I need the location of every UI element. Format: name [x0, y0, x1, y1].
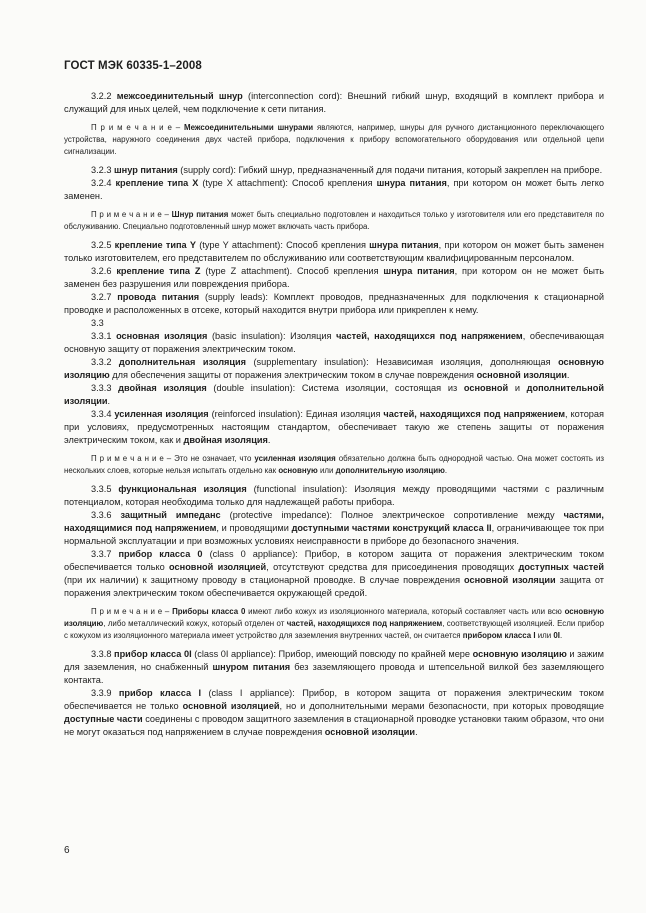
clause-paragraph: 3.3.7 прибор класса 0 (class 0 appliance): Прибор, в котором защита от поражения электрическим током обеспечивается только основной изоляцией, отсутствуют средства для присоединения проводящих доступных частей (при их наличии) к защитному проводу в стационарной проводке. В случае повреждения основной изоляции защита от поражения электрическим током обеспечивается окружающей средой. — [64, 549, 605, 598]
clause-paragraph: 3.3.2 дополнительная изоляция (supplementary insulation): Независимая изоляция, дополняющая основную изоляцию для обеспечения защиты от поражения электрическим током в случае повреждения основной изоляции. — [64, 357, 604, 380]
clause-paragraph: 3.3.3 двойная изоляция (double insulation): Система изоляции, состоящая из основной и дополнительной изоляции. — [64, 383, 604, 406]
clause-paragraph: 3.2.3 шнур питания (supply cord): Гибкий шнур, предназначенный для подачи питания, который закреплен на приборе. — [91, 165, 603, 175]
clause-paragraph: 3.3.1 основная изоляция (basic insulation): Изоляция частей, находящихся под напряжением, обеспечивающая основную защиту от поражения электрическим током. — [64, 331, 604, 354]
note-paragraph: П р и м е ч а н и е – Межсоединительными шнурами являются, например, шнуры для ручного дистанционного переключающего устройства, наружного соединения двух частей прибора, подключения к прибору вспомогательного оборудования или отдельной цепи сигнализации. — [64, 123, 604, 156]
document-body — [64, 90, 604, 739]
clause-paragraph: 3.3.8 прибор класса 0I (class 0I appliance): Прибор, имеющий повсюду по крайней мере основную изоляцию и зажим для заземления, но снабженный шнуром питания без заземляющего провода и штепсельной вилкой без заземляющего контакта. — [64, 649, 605, 685]
clause-paragraph: 3.2.4 крепление типа X (type X attachment): Способ крепления шнура питания, при котором он может быть легко заменен. — [64, 178, 604, 201]
note-paragraph: П р и м е ч а н и е – Приборы класса 0 имеют либо кожух из изоляционного материала, который составляет часть или всю основную изоляцию, либо металлический кожух, который отделен от частей, находящихся под напряжением, соответствующей изоляцией. Если прибор с кожухом из изоляционного материала имеет устройство для заземления внутренних частей, он считается прибором класса I или 0I. — [64, 607, 604, 640]
note-paragraph: П р и м е ч а н и е – Это не означает, что усиленная изоляция обязательно должна быть однородной частью. Она может состоять из нескольких слоев, которые нельзя испытать отдельно как основную или дополнительную изоляцию. — [64, 454, 604, 475]
note-paragraph: П р и м е ч а н и е – Шнур питания может быть специально подготовлен и находиться только у изготовителя или его представителя по обслуживанию. Специально подготовленный шнур может включать часть прибора. — [64, 210, 605, 231]
clause-paragraph: 3.2.2 межсоединительный шнур (interconnection cord): Внешний гибкий шнур, входящий в комплект прибора и служащий для иных целей, чем подключение к сети питания. — [64, 91, 604, 114]
clause-paragraph: 3.2.7 провода питания (supply leads): Комплект проводов, предназначенных для подключения к стационарной проводке и расположенных в отсеке, который находится внутри прибора или прикреплен к нему. — [64, 292, 604, 315]
standard-title: ГОСТ МЭК 60335-1–2008 — [64, 60, 202, 72]
clause-paragraph: 3.3.5 функциональная изоляция (functional insulation): Изоляция между проводящими частями с различным потенциалом, которая необходима только для надлежащей работы прибора. — [64, 484, 604, 507]
clause-paragraph: 3.3.9 прибор класса I (class I appliance): Прибор, в котором защита от поражения электрическим током обеспечивается не только основной изоляцией, но и дополнительными мерами безопасности, при которых проводящие доступные части соединены с проводом защитного заземления в стационарной проводке установки таким образом, что они не могут оказаться под напряжением в случае повреждения основной изоляции. — [64, 688, 604, 737]
clause-paragraph: 3.3 — [91, 318, 104, 328]
clause-paragraph: 3.2.6 крепление типа Z (type Z attachment). Способ крепления шнура питания, при котором он не может быть заменен без разрушения или повреждения прибора. — [64, 266, 604, 289]
page-number: 6 — [64, 845, 70, 856]
clause-paragraph: 3.3.6 защитный импеданс (protective impedance): Полное электрическое сопротивление между частями, находящимися под напряжением, и проводящими доступными частями конструкций класса II, ограничивающее ток при нормальной эксплуатации и при возможных условиях неисправности в приборе до безопасного значения. — [64, 510, 604, 546]
clause-paragraph: 3.2.5 крепление типа Y (type Y attachment): Способ крепления шнура питания, при котором он может быть заменен только изготовителем, его представителем по обслуживанию или соответствующим квалифицированным персоналом. — [64, 240, 604, 263]
clause-paragraph: 3.3.4 усиленная изоляция (reinforced insulation): Единая изоляция частей, находящихся под напряжением, которая при условиях, предусмотренных настоящим стандартом, обеспечивает такую же степень защиты от поражения электрическим током, как и двойная изоляция. — [64, 409, 604, 445]
